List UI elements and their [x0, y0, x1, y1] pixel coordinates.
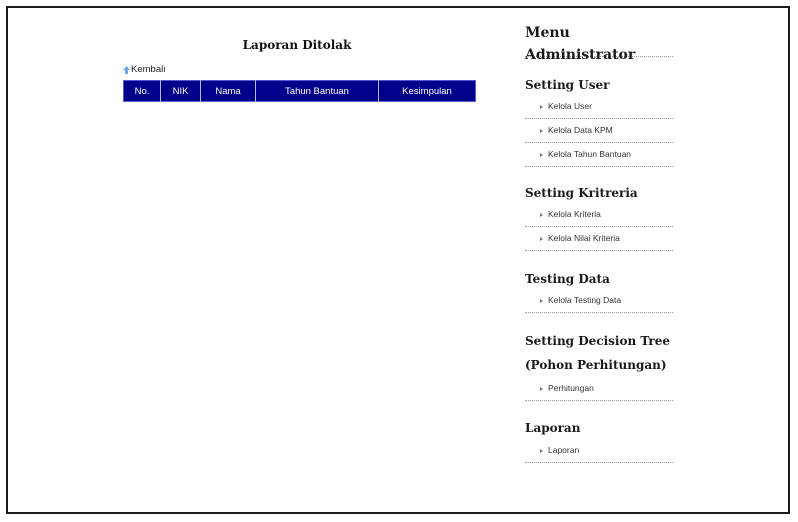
triangle-right-icon: [540, 237, 543, 241]
section-heading-setting-user: Setting User: [525, 78, 610, 92]
section-heading-testing-data: Testing Data: [525, 272, 610, 286]
menu-item-perhitungan[interactable]: Perhitungan: [525, 377, 673, 401]
column-header-kesimpulan: Kesimpulan: [379, 81, 476, 102]
column-header-tahun-bantuan: Tahun Bantuan: [256, 81, 379, 102]
triangle-right-icon: [540, 129, 543, 133]
triangle-right-icon: [540, 387, 543, 391]
triangle-right-icon: [540, 299, 543, 303]
triangle-right-icon: [540, 153, 543, 157]
up-arrow-icon: [123, 66, 130, 74]
menu-item-laporan[interactable]: Laporan: [525, 439, 673, 463]
menu-item-kelola-user[interactable]: Kelola User: [525, 95, 673, 119]
report-table: [123, 80, 476, 102]
menu-item-kelola-data-kpm[interactable]: Kelola Data KPM: [525, 119, 673, 143]
section-heading-laporan: Laporan: [525, 421, 581, 435]
menu-item-kelola-testing-data[interactable]: Kelola Testing Data: [525, 289, 673, 313]
column-header-nama: Nama: [201, 81, 256, 102]
triangle-right-icon: [540, 105, 543, 109]
section-heading-pohon-perhitungan: (Pohon Perhitungan): [525, 358, 667, 372]
section-heading-setting-decision-tree: Setting Decision Tree: [525, 334, 671, 348]
back-link-label: Kembali: [131, 64, 166, 75]
triangle-right-icon: [540, 213, 543, 217]
column-header-no: No.: [134, 85, 150, 97]
menu-item-kelola-tahun-bantuan[interactable]: Kelola Tahun Bantuan: [525, 143, 673, 167]
back-link[interactable]: [123, 64, 165, 75]
page-title: Laporan Ditolak: [242, 38, 352, 52]
sidebar-menu: [525, 22, 675, 463]
table-header-row: [124, 81, 476, 102]
column-header-nik: NIK: [161, 81, 201, 102]
triangle-right-icon: [540, 449, 543, 453]
sidebar-title: Menu Administrator: [525, 22, 673, 57]
menu-item-kelola-kriteria[interactable]: Kelola Kriteria: [525, 203, 673, 227]
menu-item-kelola-nilai-kriteria[interactable]: Kelola Nilai Kriteria: [525, 227, 673, 251]
section-heading-setting-kritreria: Setting Kritreria: [525, 186, 638, 200]
